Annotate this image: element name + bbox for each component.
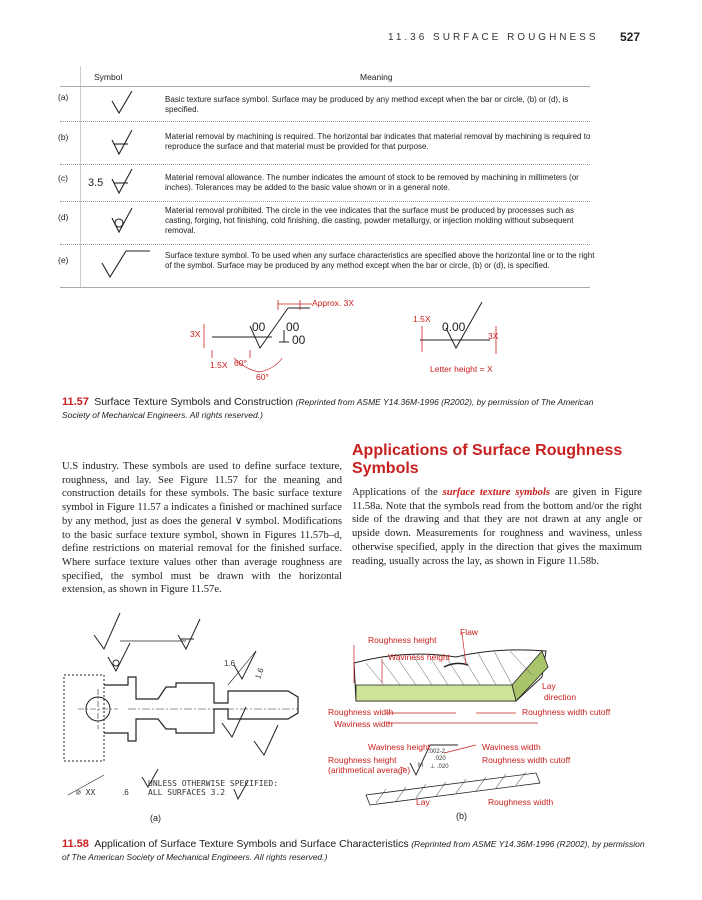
sub-figure-label-a: (a) [150,813,161,823]
value-6-label: .6 [122,788,129,797]
section-text-start: Applications of the [352,487,443,498]
removal-allowance-symbol-icon [88,165,158,201]
machining-required-symbol-icon [88,122,158,164]
value-16b-label: 1.6 [253,666,266,681]
allowance-value: 3.5 [88,177,104,189]
val-00-b: 00 [286,320,300,334]
sub-figure-label-b: (b) [456,811,467,821]
symbol-value-3: ⊥ .020 [430,764,449,770]
roughness-height-label: Roughness height [368,635,437,645]
section-paragraph [352,486,642,568]
x15-left-label: 1.5X [210,360,228,370]
lay-direction-label-2: direction [544,692,577,702]
symbol-table [58,66,595,288]
val-000: 0.00 [442,320,466,334]
table-row [60,122,590,165]
row-label: (c) [58,173,68,183]
removal-prohibited-symbol-icon [88,202,158,244]
waviness-height-text: Waviness height [388,652,451,662]
caption-number: 11.58 [62,838,89,850]
row-label: (b) [58,132,69,142]
row-label: (d) [58,212,69,222]
lay-direction-label-1: Lay [542,681,556,691]
symbol-waviness-height-label: Waviness height [368,742,431,752]
right-3x-label: 3X [488,331,499,341]
caption-credit: (Reprinted from ASME Y14.36M-1996 (R2002), by permission of The American Society of Mechanical Engineers. All rights reserved.) [62,839,645,862]
section-text-end: are given in Figure 11.58a. Note that the symbols read from the bottom and/or the right side of the drawing and that they are not drawn at any angle or upside down. Measurements for roughness and waviness, unless otherwise specified, apply in the direction that gives the maximum reading, usually across the lay, as shown in Figure 11.58b. [352,487,642,567]
section-title: 11.36 SURFACE ROUGHNESS [388,32,599,43]
section-heading: Applications of Surface Roughness Symbols [352,442,623,477]
col-symbol: Symbol [94,72,123,82]
caption-number: 11.57 [62,396,89,408]
symbol-lay-label: Lay [416,797,430,807]
table-row [60,202,590,245]
flaw-label: Flaw [460,627,478,637]
symbol-waviness-width-label: Waviness width [482,742,541,752]
extended-texture-symbol-icon [88,245,158,287]
x15-right-label: 1.5X [413,314,431,324]
section-key-term: surface texture symbols [442,487,551,498]
row-meaning: Material removal allowance. The number indicates the amount of stock to be removed by machining in millimeters (or inches). Tolerances may be added to the basic value shown or in a general note. [165,173,579,192]
symbol-roughness-width-label: Roughness width [488,797,554,807]
table-row [58,245,595,288]
page-number: 527 [619,30,640,44]
left-3x-label: 3X [190,329,201,339]
row-meaning: Basic texture surface symbol. Surface may be produced by any method except when the bar or circle, (b) or (d), is specified. [165,95,569,114]
waviness-height-label [388,652,450,662]
letter-height-label: Letter height = X [430,364,493,374]
table-row [60,165,590,202]
caption-title: Application of Surface Texture Symbols and Surface Characteristics [94,838,409,850]
running-header [388,32,640,48]
roughness-width-cutoff-label: Roughness width cutoff [522,707,611,717]
caption-credit: (Reprinted from ASME Y14.36M-1996 (R2002), by permission of The American Society of Mechanical Engineers. All rights reserved.) [62,397,594,420]
table-header [60,66,590,87]
value-16a-label: 1.6 [224,659,236,668]
row-meaning: Material removal by machining is required. The horizontal bar indicates that material removal by machining is required to reproduce the surface and that material must be provided for that purpose. [165,132,591,151]
val-00-c: 00 [292,333,306,347]
symbol-construction-diagram [160,296,540,386]
approx-3x-label: Approx. 3X [312,298,355,308]
symbol-value-1: .002-2 [428,749,446,755]
waviness-width-label: Waviness width [334,719,393,729]
col-meaning: Meaning [360,72,393,82]
basic-texture-symbol-icon [88,87,158,121]
caption-title: Surface Texture Symbols and Construction [94,396,294,408]
val-00-a: 00 [252,320,266,334]
body-paragraph: U.S industry. These symbols are used to define surface texture, roughness, and lay. See Figure 11.57 for the meaning and construction details for these symbols. The basic surface texture symbol in Figure 11.57 a indicates a finished or machined surface by any method, just as does the general ∨ symbol. Modifications to the basic surface texture symbol, shown in Figures 11.57b–d, define restrictions on material removal for the finished surface. Where surface texture values other than average roughness are specified, the symbol must be drawn with the horizontal extension, as shown in Figure 11.57e. [62,461,342,596]
angle-label-2: 60° [256,372,269,382]
symbol-lay-letter: M [418,763,423,769]
roughness-width-label: Roughness width [328,707,394,717]
figure-11-58-caption [62,838,648,864]
symbol-roughness-height-avg-label: (arithmetical average) [328,765,411,775]
general-note-line2: ALL SURFACES 3.2 [148,788,226,797]
row-label: (e) [58,255,69,265]
row-meaning: Material removal prohibited. The circle in the vee indicates that the surface must be produced by processes such as casting, forging, hot finishing, cold finishing, die casting, powder metallurgy, or injection molding without subsequent removal. [165,206,574,235]
surface-characteristics-diagram [326,623,616,823]
row-meaning: Surface texture symbol. To be used when any surface characteristics are specified above the horizontal line or to the right of the symbol. Surface may be produced by any method except when the bar or circle, (b) or (d), is specified. [165,251,595,270]
part-drawing [58,605,320,825]
angle-label-1: 60° [234,358,247,368]
row-label: (a) [58,92,69,102]
diameter-label: ⌀ XX [76,788,96,797]
table-row [60,87,590,122]
symbol-value-2: .020 [434,756,446,762]
figure-11-57-caption [62,396,622,422]
symbol-roughness-height-label: Roughness height [328,755,397,765]
general-note-line1: UNLESS OTHERWISE SPECIFIED: [148,779,279,788]
symbol-roughness-width-cutoff-label: Roughness width cutoff [482,755,571,765]
